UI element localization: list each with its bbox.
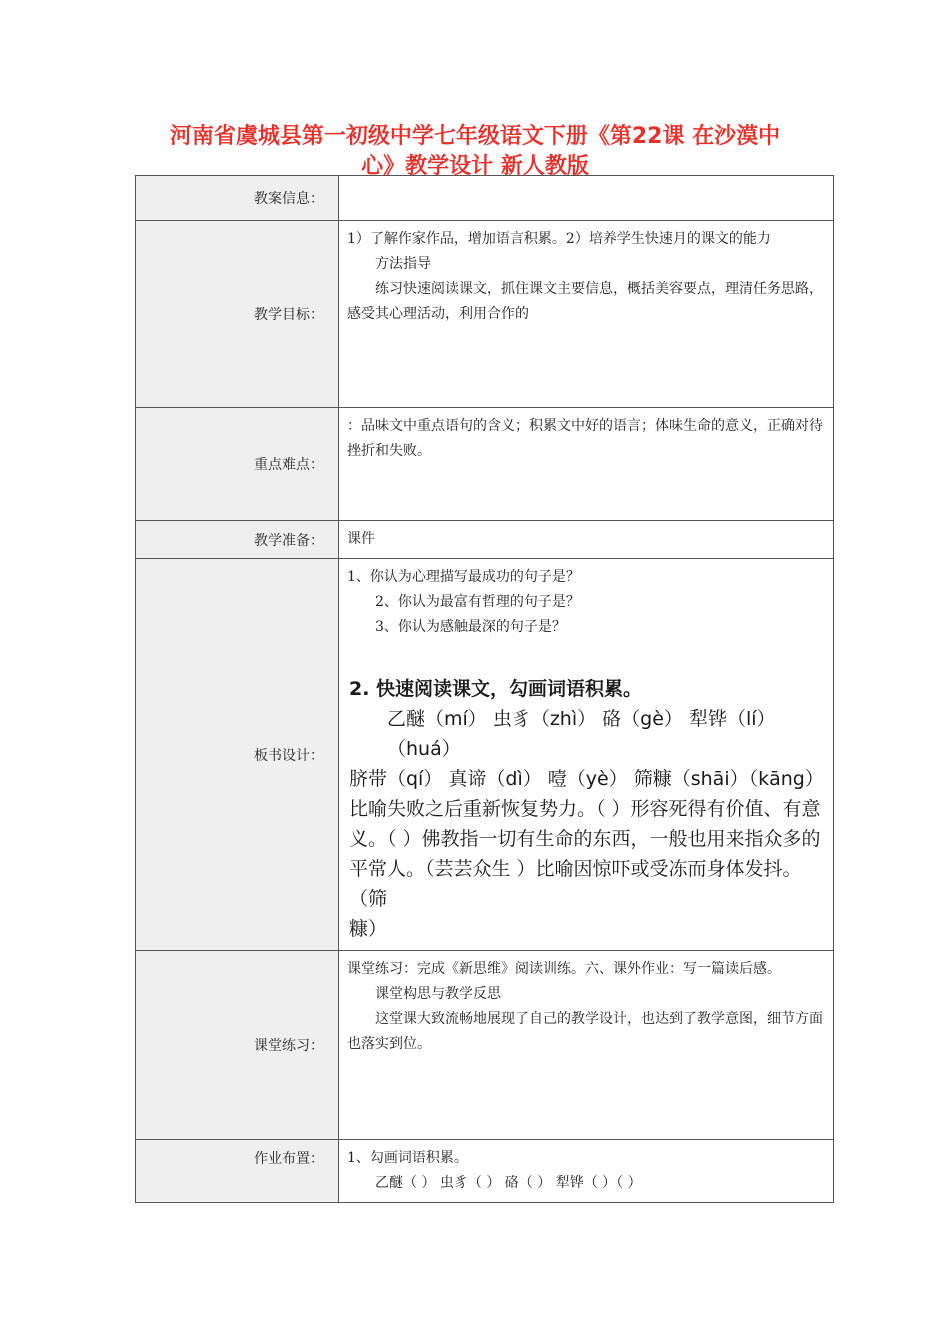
label-key: 重点难点： bbox=[136, 408, 339, 521]
practice-line-2: 课堂构思与教学反思 bbox=[375, 986, 501, 1002]
board-image-line-4: 义。（ ）佛教指一切有生命的东西，一般也用来指众多的 bbox=[349, 828, 821, 850]
label-practice: 课堂练习： bbox=[136, 951, 339, 1140]
title-line-2: 心》教学设计 新人教版 bbox=[361, 154, 589, 179]
label-homework: 作业布置： bbox=[136, 1140, 339, 1203]
board-image-line-2: 脐带（qí） 真谛（dì） 噎（yè） 筛糠（shāi）（kāng） bbox=[349, 768, 824, 790]
label-board: 板书设计： bbox=[136, 559, 339, 951]
content-homework bbox=[339, 1140, 834, 1203]
label-goals: 教学目标： bbox=[136, 221, 339, 408]
label-prep: 教学准备： bbox=[136, 521, 339, 559]
content-key: ：品味文中重点语句的含义；积累文中好的语言；体味生命的意义，正确对待挫折和失败。 bbox=[339, 408, 834, 521]
board-image bbox=[347, 674, 825, 944]
practice-line-3: 这堂课大致流畅地展现了自己的教学设计，也达到了教学意图，细节方面也落实到位。 bbox=[347, 1011, 823, 1052]
board-image-line-5: 平常人。（芸芸众生 ）比喻因惊吓或受冻而身体发抖。（筛 bbox=[349, 858, 802, 910]
content-board bbox=[339, 559, 834, 951]
goals-line-3: 练习快速阅读课文，抓住课文主要信息，概括美容要点，理清任务思路，感受其心理活动，利用合作的 bbox=[347, 281, 823, 322]
board-image-line-6: 糠） bbox=[349, 918, 388, 940]
board-question-2: 2、你认为最富有哲理的句子是？ bbox=[375, 594, 580, 610]
row-homework bbox=[136, 1140, 834, 1203]
row-board bbox=[136, 559, 834, 951]
content-practice bbox=[339, 951, 834, 1140]
board-image-line-3: 比喻失败之后重新恢复势力。（ ）形容死得有价值、有意 bbox=[349, 798, 821, 820]
board-question-3: 3、你认为感触最深的句子是？ bbox=[375, 619, 566, 635]
board-image-heading: 2. 快速阅读课文，勾画词语积累。 bbox=[349, 678, 643, 700]
content-info bbox=[339, 176, 834, 221]
row-goals bbox=[136, 221, 834, 408]
practice-line-1: 课堂练习：完成《新思维》阅读训练。六、课外作业：写一篇读后感。 bbox=[347, 961, 781, 977]
title-line-1: 河南省虞城县第一初级中学七年级语文下册《第22课 在沙漠中 bbox=[169, 124, 781, 149]
homework-line-2: 乙醚（ ） 虫豸（ ） 硌（ ） 犁铧（ ）（ ） bbox=[375, 1175, 642, 1191]
homework-line-1: 1、勾画词语积累。 bbox=[347, 1150, 468, 1166]
goals-line-2: 方法指导 bbox=[375, 256, 431, 272]
document-title bbox=[140, 122, 810, 182]
label-info: 教案信息： bbox=[136, 176, 339, 221]
board-question-1: 1、你认为心理描写最成功的句子是？ bbox=[347, 569, 580, 585]
row-practice bbox=[136, 951, 834, 1140]
lesson-plan-table bbox=[135, 175, 834, 1203]
board-image-line-1: 乙醚（mí） 虫豸（zhì） 硌（gè） 犁铧（lí）（huá） bbox=[387, 708, 776, 760]
row-prep bbox=[136, 521, 834, 559]
row-info bbox=[136, 176, 834, 221]
content-prep: 课件 bbox=[339, 521, 834, 559]
goals-line-1: 1）了解作家作品，增加语言积累。2）培养学生快速月的课文的能力 bbox=[347, 231, 771, 247]
row-key bbox=[136, 408, 834, 521]
content-goals bbox=[339, 221, 834, 408]
